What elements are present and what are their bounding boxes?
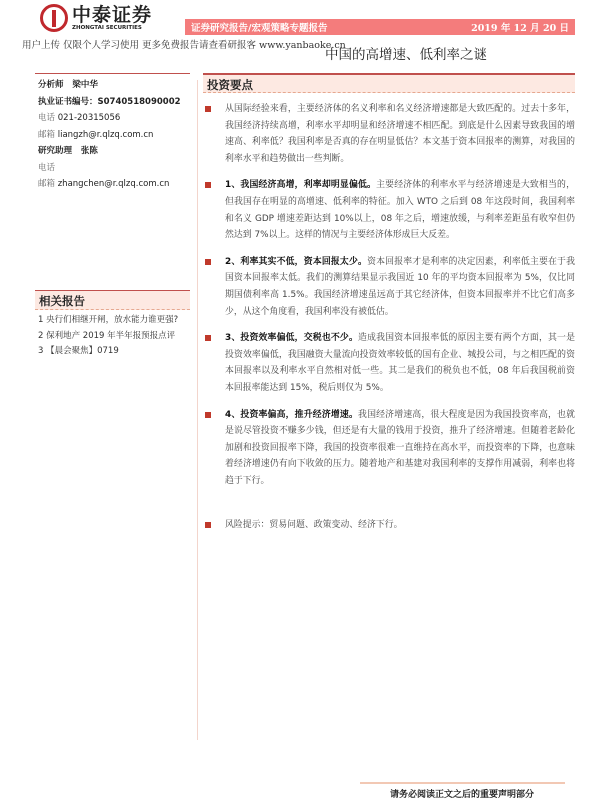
analyst-info <box>35 73 190 193</box>
related-item[interactable]: 1 央行们相继开闸，放水能力谁更强? <box>38 315 179 325</box>
bullet-icon <box>205 412 211 418</box>
logo-cn: 中泰证券 <box>72 3 153 26</box>
highlight-paragraph: 4、投资率偏高，推升经济增速。我国经济增速高，很大程度是因为我国投资率高，也就是说尽管投资不赚多少钱，但还是有大量的钱用于投资，推升了经济增速。但随着老龄化加剧和投资回报率下降，我国的投资率很难一直维持在高水平，而投资率的下降，也意味着经济增速仍有向下收敛的压力。随着地产和基建对我国利率的支撑作用减弱，利率也将趋于下行。 <box>203 407 575 490</box>
email2[interactable]: zhangchen@r.qlzq.com.cn <box>57 179 170 189</box>
highlights-title: 投资要点 <box>203 73 575 93</box>
risk-warning: 风险提示：贸易问题、政策变动、经济下行。 <box>203 517 575 534</box>
email2-label: 邮箱 <box>38 179 56 189</box>
report-date: 2019 年 12 月 20 日 <box>471 23 569 34</box>
bullet-icon <box>205 335 211 341</box>
logo-icon <box>40 4 68 32</box>
cert-number: S0740518090002 <box>97 96 181 107</box>
highlight-paragraph: 2、利率其实不低，资本回报太少。资本回报率才是利率的决定因素，利率低主要在于我国资本回报率太低。我们的测算结果显示我国近 10 年的平均资本回报率为 5%，仅比同期国债利率高 1.5%。我国经济增速虽远高于其它经济体，但资本回报率并不比它们高多少，从这个角度看，我国利率没有被低估。 <box>203 254 575 320</box>
phone-label: 电话 <box>38 113 56 123</box>
assistant-label: 研究助理 <box>38 146 73 156</box>
footer-line <box>360 782 565 784</box>
bullet-icon <box>205 522 211 528</box>
report-title: 中国的高增速、低利率之谜 <box>325 47 487 63</box>
related-item[interactable]: 3 【晨会聚焦】0719 <box>38 346 119 356</box>
highlight-paragraph: 1、我国经济高增，利率却明显偏低。主要经济体的利率水平与经济增速是大致相当的，但我国存在明显的高增速、低利率的特征。加入 WTO 之后到 08 年这段时间，我国利率和名义 GDP 增速差距达到 10%以上，08 年之后，增速放缓，与利率差距虽有收窄但仍然达到 7%以上。这样的情况与主要经济体形成巨大反差。 <box>203 177 575 243</box>
logo-en: ZHONGTAI SECURITIES <box>72 24 142 31</box>
column-divider <box>197 80 198 740</box>
investment-highlights <box>203 73 575 534</box>
cert-label: 执业证书编号： <box>38 96 98 107</box>
watermark: 用户上传 仅限个人学习使用 更多免费报告请查看研报客 www.yanbaoke.cn <box>22 40 346 51</box>
related-reports <box>35 290 190 363</box>
report-category-bar <box>185 19 575 35</box>
bullet-icon <box>205 106 211 112</box>
phone2-label: 电话 <box>38 162 56 173</box>
analyst-name: 梁中华 <box>72 80 98 90</box>
related-item[interactable]: 2 保利地产 2019 年半年报预报点评 <box>38 330 176 341</box>
assistant-name: 张陈 <box>80 146 98 156</box>
email[interactable]: liangzh@r.qlzq.com.cn <box>57 129 154 140</box>
bullet-icon <box>205 182 211 188</box>
phone: 021-20315056 <box>57 113 121 123</box>
highlight-paragraph: 从国际经验来看，主要经济体的名义利率和名义经济增速都是大致匹配的。过去十多年，我国经济持续高增，利率水平却明显和经济增速不相匹配。到底是什么因素导致我国的增速高、利率低？我国利率是否真的存在明显低估？本文基于资本回报率的测算，对我国的利率水平和趋势做出一些判断。 <box>203 101 575 167</box>
related-title: 相关报告 <box>35 290 190 310</box>
email-label: 邮箱 <box>38 129 56 140</box>
report-category: 证券研究报告/宏观策略专题报告 <box>191 23 328 34</box>
footer-notice: 请务必阅读正文之后的重要声明部分 <box>390 790 535 800</box>
company-logo <box>40 4 152 32</box>
highlight-paragraph: 3、投资效率偏低，交税也不少。造成我国资本回报率低的原因主要有两个方面，其一是投资效率偏低，我国融资大量流向投资效率较低的国有企业、城投公司，与之相匹配的资本回报率以及利率水平自然相对低一些。其二是我们的税负也不低，08 年后我国税前资本回报率能达到 15%，税后则仅为 5%。 <box>203 330 575 396</box>
bullet-icon <box>205 259 211 265</box>
analyst-label: 分析师 <box>38 80 64 90</box>
